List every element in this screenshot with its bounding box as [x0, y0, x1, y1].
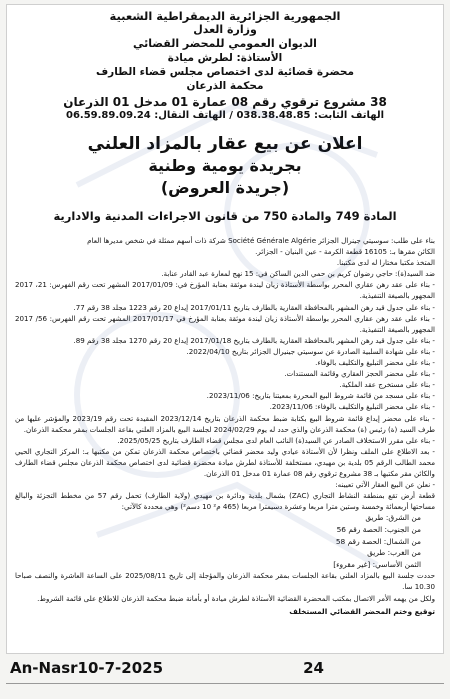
republic-name: الجمهورية الجزائرية الديمقراطية الشعبية [109, 9, 341, 23]
office-phones: الهاتف الثابت: 038.38.48.85 / الهاتف النقال: 06.59.89.09.24 [65, 110, 385, 121]
body-paragraph: - بناء على محضر التبليغ والتكليف بالوفاء. [315, 358, 435, 368]
page-footer [6, 656, 444, 680]
body-paragraph: قطعة أرض تقع بمنطقة النشاط التجاري (ZAC) بشمال بلدية ودائرة بن مهيدي (ولاية الطارف) تحمل رقم 57 من مخطط التجزئة والبالغ مساحتها أربعمائة وخمسة وستين مترا مربعا وعشرة دسيمترا مربعا (465 م² 10 دسم²) وهي محددة كالآتي: [15, 491, 435, 512]
list-item: الثمن الأساسي: [غير مقروء] [333, 559, 421, 569]
official-header [15, 9, 435, 123]
title-line-2: بجريدة يومية وطنية [148, 156, 302, 175]
body-paragraph: ضد السيد(ة): حاجي رضوان كريم بن حمي الدين الساكن في: 15 نهج لمعارة عبد القادر عنابة. [161, 269, 435, 279]
law-reference: المادة 749 والمادة 750 من قانون الاجراءات المدنية والادارية [53, 209, 397, 223]
body-paragraph: - بناء على شهادة السلبية الصادرة عن سوسيتي جينيرال الجزائر بتاريخ 2022/04/10. [186, 346, 435, 356]
office-name: الديوان العمومي للمحضر القضائي [133, 37, 317, 50]
office-address: 38 مشروع ترقوي رقم 08 عمارة 01 مدخل 01 الذرعان [63, 95, 387, 109]
court-name: محكمة الذرعان [186, 80, 264, 92]
newspaper-page [6, 4, 444, 654]
title-line-1: اعلان عن بيع عقار بالمزاد العلني [87, 134, 363, 154]
body-paragraph: بناء على طلب: سوسيتي جينرال الجزائر Société Générale Algérie شركة ذات أسهم ممثلة في شخص مديرها العام [87, 236, 435, 245]
jurisdiction: محضرة قضائية لدى اختصاص مجلس قضاء الطارف [95, 66, 355, 78]
signature-line: توقيع وختم المحضر القضائي المستخلف [289, 606, 435, 616]
body-paragraph: - بناء على محضر التبليغ والتكليف بالوفاء: 2023/11/06. [269, 402, 435, 412]
body-paragraph: - بناء على مسجد من قائمة شروط البيع المحررة بمعيتنا بتاريخ: 2023/11/06. [206, 391, 435, 401]
property-boundaries [15, 512, 435, 570]
body-paragraph: - بناء على عقد رهن عقاري المحرر بواسطة الأستاذة زيان ليندة موثقة بعنابة المؤرخ في 2017/01/17 المشهر تحت رقم الفهرس: 56/ 2017 المجهور بالصيغة التنفيذية. [15, 313, 435, 334]
body-paragraph: - بناء على محضر الحجز العقاري وقائمة المستندات. [284, 369, 435, 379]
ministry-name: وزارة العدل [193, 23, 257, 36]
bailiff-name: الأستاذة: لطرش ميادة [167, 52, 283, 64]
closing-paragraph: ولكل من يهمه الأمر الاتصال بمكتب المحضرة القضائية الأستاذة لطرش ميادة أو بأمانة ضبط محكمة الذرعان للاطلاع على قائمة الشروط. [37, 593, 435, 603]
title-line-3: (جريدة العروض) [160, 178, 290, 197]
notice-body [15, 235, 435, 617]
list-item: من الجنوب: الحصة رقم 56 [336, 524, 421, 534]
list-item: من الشرق: طريق [365, 513, 421, 523]
body-paragraph: الكائن مقرها بـ: 16105 قطعة الكرمة - عين البنيان - الجزائر. [255, 247, 435, 257]
footer-divider [6, 683, 444, 684]
body-paragraph: المتخذ مكتبا مختارا له لدى مكتبنا. [336, 258, 435, 268]
closing-paragraph: حددت جلسة البيع بالمزاد العلني بقاعة الجلسات بمقر محكمة الذرعان والمؤجلة إلى تاريخ 2025/08/11 على الساعة العاشرة والنصف صباحا 10.30 سا. [15, 571, 435, 592]
body-paragraph: - بناء على محضر إيداع قائمة شروط البيع بكتابة ضبط محكمة الذرعان بتاريخ 2023/12/14 المقيدة تحت رقم 2023/19 والمؤشر عليها من طرف السيد (ة) رئيس (ة) محكمة الذرعان والذي حدد له يوم 2024/02/29 لجلسة البيع بالمزاد العلني بقاعة الجلسات بمقر محكمة الذرعان. [15, 413, 435, 434]
list-item: من الشمال: الحصة رقم 58 [335, 536, 421, 546]
body-paragraph: - بناء على مقرر الاستخلاف الصادر عن السيد(ة) النائب العام لدى مجلس قضاء الطارف بتاريخ 2025/05/25. [117, 435, 435, 445]
body-paragraph: - بناء على جدول قيد رهن المشهر بالمحافظة العقارية بالطارف بتاريخ 2017/01/11 إيداع 20 رقم 1223 مجلد 38 رقم 77. [73, 302, 435, 312]
page-number: 24 [303, 659, 324, 677]
body-paragraph: - نعلن عن البيع العقار الآتي تعيينه: [335, 480, 435, 490]
notice-title [15, 133, 435, 199]
body-paragraph: - بناء على مستخرج عقد الملكية. [339, 380, 435, 390]
body-paragraph: - بناء على جدول قيد رهن المشهر بالمحافظة العقارية بالطارف بتاريخ 2017/01/18 إيداع 20 رقم 1270 مجلد 38 رقم 89. [73, 335, 435, 345]
list-item: من الغرب: طريق [367, 548, 421, 558]
body-paragraph: - بناء على عقد رهن عقاري المحرر بواسطة الأستاذة زيان ليندة موثقة بعنابة المؤرخ في: 2017/01/09 المشهر تحت رقم الفهرس: 21، 2017 المجهور بالصيغة التنفيذية. [15, 280, 435, 301]
body-paragraph: - بعد الاطلاع على الملف ونظرا لأن الأستاذة عيادي وليد محضر قضائي باختصاص محكمة الذرعان تمكن من مكتبها بـ: المركز التجاري الحيي محمد الطالب الرقم 05 بلدية بن مهيدي، مستخلفة للأستاذة لطرش ميادة محضرة قضائية لدى اختصاص محكمة الذرعان مجلس قضاء الطارف والكائن مقر مكتبها بـ 38 مشروع ترقوي رقم 08 عمارة 01 مدخل 01 الذرعان. [15, 446, 435, 478]
newspaper-edition: An-Nasr10-7-2025 [10, 659, 164, 677]
